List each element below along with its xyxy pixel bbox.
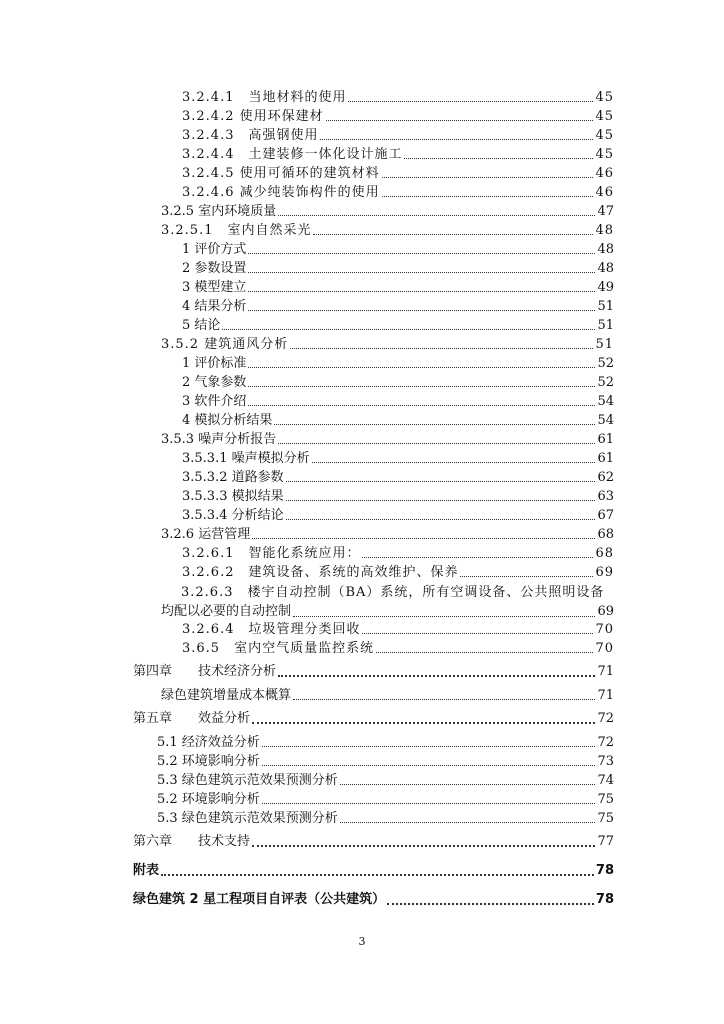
toc-entry-title: 绿色建筑 2 星工程项目自评表（公共建筑） [133,892,386,907]
dot-leader [340,784,596,785]
toc-appendix-table[interactable] [133,892,614,908]
toc-entry-page: 51 [597,299,614,314]
dot-leader [252,722,595,724]
toc-entry-page: 71 [597,664,614,679]
dot-leader [382,177,594,178]
toc-entry-page: 74 [597,773,614,788]
toc-entry-page: 72 [597,711,614,726]
toc-entry-title: 3.2.4.4 土建装修一体化设计施工 [182,147,403,162]
toc-entry-title: 1 评价标准 [182,356,247,371]
toc-entry-page: 46 [595,166,614,181]
toc-entry-page: 45 [595,128,614,143]
toc-entry[interactable] [182,375,614,391]
dot-leader [248,367,595,368]
toc-entry-title: 5.3 绿色建筑示范效果预测分析 [157,811,338,826]
toc-entry-page: 77 [597,834,614,849]
toc-entry[interactable] [182,318,614,334]
toc-entry[interactable] [182,280,614,296]
toc-appendix[interactable] [133,863,614,879]
toc-entry-title: 3.2.6 运营管理 [161,527,251,542]
dot-leader [382,196,594,197]
toc-entry[interactable] [161,527,614,543]
toc-entry[interactable] [182,546,614,562]
toc-entry[interactable] [182,641,614,657]
dot-leader [248,253,595,254]
toc-entry-title: 3.5.3 噪声分析报告 [161,432,277,447]
toc-chapter-6[interactable] [133,834,614,850]
dot-leader [161,874,594,876]
toc-entry[interactable] [182,622,614,638]
toc-entry-title: 5.3 绿色建筑示范效果预测分析 [157,773,338,788]
toc-entry[interactable] [161,432,614,448]
toc-entry-title: 第五章 效益分析 [133,711,251,726]
toc-entry[interactable] [182,489,614,505]
toc-entry-page: 67 [597,508,614,523]
toc-entry-page: 48 [595,223,614,238]
dot-leader [278,675,595,677]
toc-entry-title-line2-row [161,602,614,621]
toc-entry-page: 49 [597,280,614,295]
dot-leader [290,348,593,349]
dot-leader [362,633,593,634]
toc-entry-title: 3.5.3.2 道路参数 [182,470,284,485]
toc-entry[interactable] [182,242,614,258]
dot-leader [312,462,596,463]
toc-entry-title: 3.2.4.2 使用环保建材 [182,109,324,124]
page-number: 3 [358,935,366,948]
toc-entry-title: 5 结论 [182,318,221,333]
toc-entry-page: 51 [597,318,614,333]
toc-entry-title: 3.2.4.6 减少纯装饰构件的使用 [182,185,380,200]
toc-entry[interactable] [161,204,614,220]
toc-entry-page: 78 [595,863,614,878]
toc-entry-title-line1: 3.2.6.3 楼宇自动控制（BA）系统，所有空调设备、公共照明设备 [181,585,605,600]
toc-entry-page: 75 [597,811,614,826]
toc-entry-wrapped[interactable] [161,583,614,621]
toc-entry-page: 45 [595,90,614,105]
toc-entry[interactable] [182,394,614,410]
toc-entry[interactable] [157,735,614,751]
toc-entry[interactable] [182,413,614,429]
toc-entry-page: 54 [597,394,614,409]
toc-entry-page: 52 [597,356,614,371]
toc-entry[interactable] [157,792,614,808]
toc-entry-title: 3 软件介绍 [182,394,247,409]
toc-entry-page: 72 [597,735,614,750]
dot-leader [293,616,595,617]
dot-leader [404,158,593,159]
dot-leader [222,329,595,330]
toc-entry-title: 3.2.5 室内环境质量 [161,204,277,219]
toc-entry-page: 75 [597,792,614,807]
toc-entry-page: 48 [597,261,614,276]
toc-entry[interactable] [182,299,614,315]
toc-entry-title-line2: 均配以必要的自动控制 [161,604,292,619]
toc-entry-page: 51 [595,337,614,352]
toc-entry-title: 4 结果分析 [182,299,247,314]
dot-leader [248,291,595,292]
dot-leader [286,519,596,520]
dot-leader [348,101,593,102]
toc-entry-title: 4 模拟分析结果 [182,413,273,428]
toc-entry-title: 3.5.2 建筑通风分析 [161,337,289,352]
dot-leader [293,699,595,700]
toc-entry[interactable] [161,688,614,704]
toc-entry-title: 3 模型建立 [182,280,247,295]
toc-entry-title: 第六章 技术支持 [133,834,251,849]
dot-leader [274,424,595,425]
toc-entry-page: 70 [595,622,614,637]
dot-leader [248,272,595,273]
dot-leader [262,746,596,747]
toc-entry-title: 5.1 经济效益分析 [157,735,260,750]
toc-entry-title: 第四章 技术经济分析 [133,664,277,679]
toc-entry-page: 45 [595,147,614,162]
dot-leader [286,481,596,482]
toc-entry[interactable] [161,337,614,353]
dot-leader [313,234,593,235]
toc-entry-page: 62 [597,470,614,485]
dot-leader [387,903,594,905]
toc-entry-title: 1 评价方式 [182,242,247,257]
toc-entry[interactable] [182,508,614,524]
toc-entry-title: 3.5.3.4 分析结论 [182,508,284,523]
toc-entry-title: 2 气象参数 [182,375,247,390]
toc-entry-page: 68 [595,546,614,561]
toc-entry[interactable] [182,147,614,163]
toc-entry-title: 附表 [133,863,160,878]
toc-entry[interactable] [157,811,614,827]
toc-entry-title: 3.5.3.1 噪声模拟分析 [182,451,310,466]
toc-entry[interactable] [182,128,614,144]
toc-entry-page: 52 [597,375,614,390]
toc-entry[interactable] [157,754,614,770]
toc-entry[interactable] [182,166,614,182]
toc-entry-page: 68 [597,527,614,542]
toc-entry-page: 54 [597,413,614,428]
toc-entry-page: 71 [597,688,614,703]
dot-leader [248,405,595,406]
toc-entry-page: 63 [597,489,614,504]
toc-entry-page: 47 [597,204,614,219]
toc-entry-page: 73 [597,754,614,769]
toc-entry-page: 48 [597,242,614,257]
toc-entry[interactable] [182,470,614,486]
toc-entry-title: 5.2 环境影响分析 [157,792,260,807]
dot-leader [248,310,595,311]
toc-entry-page: 69 [595,565,614,580]
toc-entry-title: 3.2.4.5 使用可循环的建筑材料 [182,166,380,181]
dot-leader [252,538,595,539]
toc-entry-title: 5.2 环境影响分析 [157,754,260,769]
toc-entry-page: 61 [597,451,614,466]
toc-entry-title: 3.2.6.1 智能化系统应用： [182,546,361,561]
toc-entry-title: 绿色建筑增量成本概算 [161,688,292,703]
toc-entry[interactable] [182,185,614,201]
dot-leader [326,120,594,121]
toc-entry-page: 69 [597,604,614,619]
dot-leader [262,765,596,766]
toc-entry-title: 2 参数设置 [182,261,247,276]
dot-leader [460,576,593,577]
dot-leader [376,652,593,653]
toc-entry[interactable] [161,223,614,239]
toc-entry-page: 78 [595,892,614,907]
toc-entry[interactable] [182,451,614,467]
toc-entry-page: 61 [597,432,614,447]
toc-entry-title: 3.2.5.1 室内自然采光 [161,223,312,238]
toc-entry-title: 3.2.6.4 垃圾管理分类回收 [182,622,361,637]
toc-entry[interactable] [182,90,614,106]
dot-leader [252,845,595,847]
toc-entry-page: 46 [595,185,614,200]
toc-entry-title: 3.5.3.3 模拟结果 [182,489,284,504]
dot-leader [278,443,595,444]
toc-entry-page: 45 [595,109,614,124]
dot-leader [286,500,596,501]
dot-leader [362,557,593,558]
toc-entry[interactable] [182,261,614,277]
dot-leader [262,803,596,804]
dot-leader [320,139,593,140]
toc-chapter-4[interactable] [133,664,614,680]
toc-entry-title: 3.2.6.2 建筑设备、系统的高效维护、保养 [182,565,459,580]
dot-leader [278,215,595,216]
dot-leader [340,822,596,823]
toc-entry[interactable] [182,109,614,125]
toc-entry[interactable] [157,773,614,789]
dot-leader [248,386,595,387]
toc-entry-title: 3.6.5 室内空气质量监控系统 [182,641,375,656]
toc-entry-title: 3.2.4.1 当地材料的使用 [182,90,347,105]
toc-entry-title: 3.2.4.3 高强钢使用 [182,128,319,143]
toc-entry[interactable] [182,565,614,581]
toc-chapter-5[interactable] [133,711,614,727]
toc-entry[interactable] [182,356,614,372]
toc-entry-page: 70 [595,641,614,656]
